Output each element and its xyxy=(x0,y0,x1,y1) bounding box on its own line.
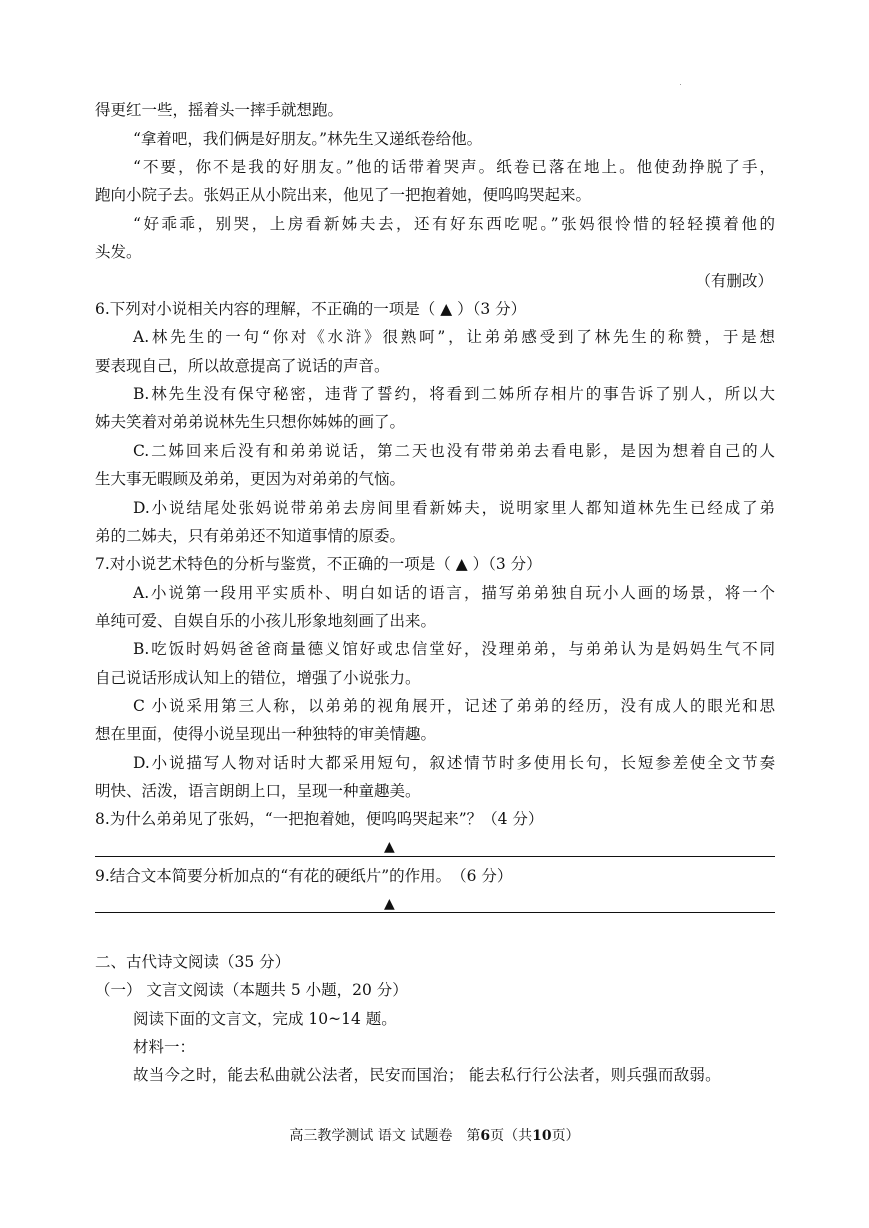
material-label: 材料一： xyxy=(133,1038,196,1056)
question-9-stem: 9.结合文本简要分析加点的“有花的硬纸片”的作用。 （6 分） xyxy=(95,867,513,885)
q7-option-c-cont: 想在里面，使得小说呈现出一种独特的审美情趣。 xyxy=(95,725,437,743)
story-line: 头发。 xyxy=(95,243,142,261)
answer-line xyxy=(95,912,775,913)
footer-mid: 页（共 xyxy=(490,1128,533,1144)
q7-option-d-cont: 明快、活泼，语言朗朗上口，呈现一种童趣美。 xyxy=(95,782,421,800)
instruction: 阅读下面的文言文，完成 10~14 题。 xyxy=(133,1010,397,1028)
story-line: 跑向小院子去。张妈正从小院出来，他见了一把抱着她，便呜呜哭起来。 xyxy=(95,186,592,204)
subsection-title: （一） 文言文阅读（本题共 5 小题，20 分） xyxy=(95,981,408,999)
q7-option-a-cont: 单纯可爱、自娱自乐的小孩儿形象地刻画了出来。 xyxy=(95,612,437,630)
q7-option-a: A.小说第一段用平实质朴、明白如话的语言，描写弟弟独自玩小人画的场景，将一个 xyxy=(133,584,775,602)
q6-option-b: B.林先生没有保守秘密，违背了誓约，将看到二姊所存相片的事告诉了别人，所以大 xyxy=(133,385,775,403)
question-7-stem: 7.对小说艺术特色的分析与鉴赏，不正确的一项是（ ▲ ）（3 分） xyxy=(95,555,542,573)
answer-marker: ▲ xyxy=(384,896,395,912)
footer-page-number: 6 xyxy=(480,1128,491,1144)
q6-option-c: C.二姊回来后没有和弟弟说话，第二天也没有带弟弟去看电影，是因为想着自己的人 xyxy=(133,442,775,460)
section-title: 二、古代诗文阅读（35 分） xyxy=(95,953,291,971)
footer-total-pages: 10 xyxy=(532,1128,552,1144)
q7-option-c: C 小说采用第三人称，以弟弟的视角展开，记述了弟弟的经历，没有成人的眼光和思 xyxy=(133,697,775,715)
q6-option-b-cont: 姊夫笑着对弟弟说林先生只想你姊姊的画了。 xyxy=(95,413,406,431)
story-line: “拿着吧，我们俩是好朋友。”林先生又递纸卷给他。 xyxy=(133,130,483,148)
q7-option-d: D.小说描写人物对话时大都采用短句，叙述情节时多使用长句，长短参差使全文节奏 xyxy=(133,754,775,772)
scan-speck xyxy=(680,84,681,85)
story-line: “不要，你不是我的好朋友。”他的话带着哭声。纸卷已落在地上。他使劲挣脱了手， xyxy=(133,158,775,176)
question-6-stem: 6.下列对小说相关内容的理解，不正确的一项是（ ▲ ）（3 分） xyxy=(95,300,527,318)
revision-note: （有删改） xyxy=(695,272,773,290)
page-footer xyxy=(0,1125,869,1145)
footer-suffix: 页） xyxy=(551,1128,580,1144)
answer-line xyxy=(95,856,775,857)
q6-option-d-cont: 弟的二姊夫，只有弟弟还不知道事情的原委。 xyxy=(95,527,406,545)
story-line: 得更红一些，摇着头一摔手就想跑。 xyxy=(95,101,344,119)
q6-option-a: A.林先生的一句“你对《水浒》很熟呵”，让弟弟感受到了林先生的称赞，于是想 xyxy=(133,328,775,346)
q6-option-c-cont: 生大事无暇顾及弟弟，更因为对弟弟的气恼。 xyxy=(95,470,406,488)
q6-option-d: D.小说结尾处张妈说带弟弟去房间里看新姊夫，说明家里人都知道林先生已经成了弟 xyxy=(133,499,775,517)
footer-prefix: 高三教学测试 语文 试题卷 第 xyxy=(289,1128,481,1144)
answer-marker: ▲ xyxy=(384,839,395,855)
question-8-stem: 8.为什么弟弟见了张妈，“一把抱着她，便呜呜哭起来”？（4 分） xyxy=(95,810,544,828)
q7-option-b: B.吃饭时妈妈爸爸商量德义馆好或忠信堂好，没理弟弟，与弟弟认为是妈妈生气不同 xyxy=(133,640,775,658)
story-line: “好乖乖，别哭，上房看新姊夫去，还有好东西吃呢。”张妈很怜惜的轻轻摸着他的 xyxy=(133,215,775,233)
q7-option-b-cont: 自己说话形成认知上的错位，增强了小说张力。 xyxy=(95,669,421,687)
classical-text: 故当今之时，能去私曲就公法者，民安而国治； 能去私行行公法者，则兵强而敌弱。 xyxy=(133,1066,721,1084)
q6-option-a-cont: 要表现自己，所以故意提高了说话的声音。 xyxy=(95,357,390,375)
